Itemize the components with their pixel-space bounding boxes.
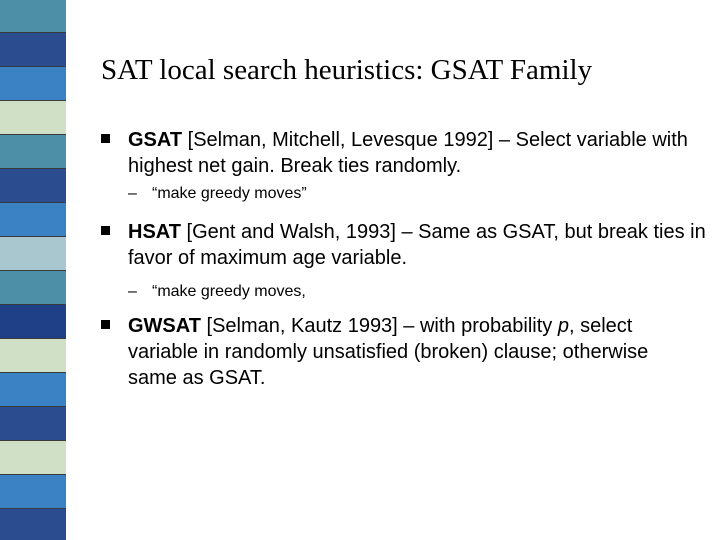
stripe-block [0,373,66,407]
stripe-block [0,67,66,101]
sub-bullet-text: “make greedy moves” [152,185,307,202]
stripe-block [0,203,66,237]
square-bullet-icon [101,134,110,143]
decorative-stripe [0,0,66,540]
bullet-text [128,313,688,391]
stripe-block [0,475,66,509]
sub-bullet-text: “make greedy moves, [152,283,306,300]
square-bullet-icon [101,226,110,235]
algorithm-name: GSAT [128,129,183,151]
probability-variable: p [557,315,569,337]
stripe-block [0,407,66,441]
bullet-text [128,219,708,271]
stripe-block [0,271,66,305]
bullet-description: [Selman, Mitchell, Levesque 1992] – Select variable with highest net gain. Break ties randomly. [128,129,688,177]
bullet-text [128,127,708,179]
dash-bullet: – [128,283,137,300]
bullet-description: [Selman, Kautz 1993] – with probability [200,315,558,337]
sub-bullet-hsat [128,282,306,302]
square-bullet-icon [101,320,110,329]
slide-title: SAT local search heuristics: GSAT Family [101,54,593,86]
dash-bullet: – [128,185,137,202]
stripe-block [0,135,66,169]
stripe-block [0,509,66,540]
stripe-block [0,101,66,135]
algorithm-name: GWSAT [128,315,201,337]
stripe-block [0,339,66,373]
stripe-block [0,305,66,339]
stripe-block [0,33,66,67]
stripe-block [0,0,66,33]
sub-bullet-gsat [128,184,307,204]
algorithm-name: HSAT [128,221,181,243]
bullet-description: [Gent and Walsh, 1993] – Same as GSAT, but break ties in favor of maximum age variable. [128,221,706,269]
stripe-block [0,441,66,475]
bullet-description-cont: , select variable in randomly unsatisfied (broken) clause; otherwise same as GSAT. [128,315,649,389]
stripe-block [0,237,66,271]
stripe-block [0,169,66,203]
